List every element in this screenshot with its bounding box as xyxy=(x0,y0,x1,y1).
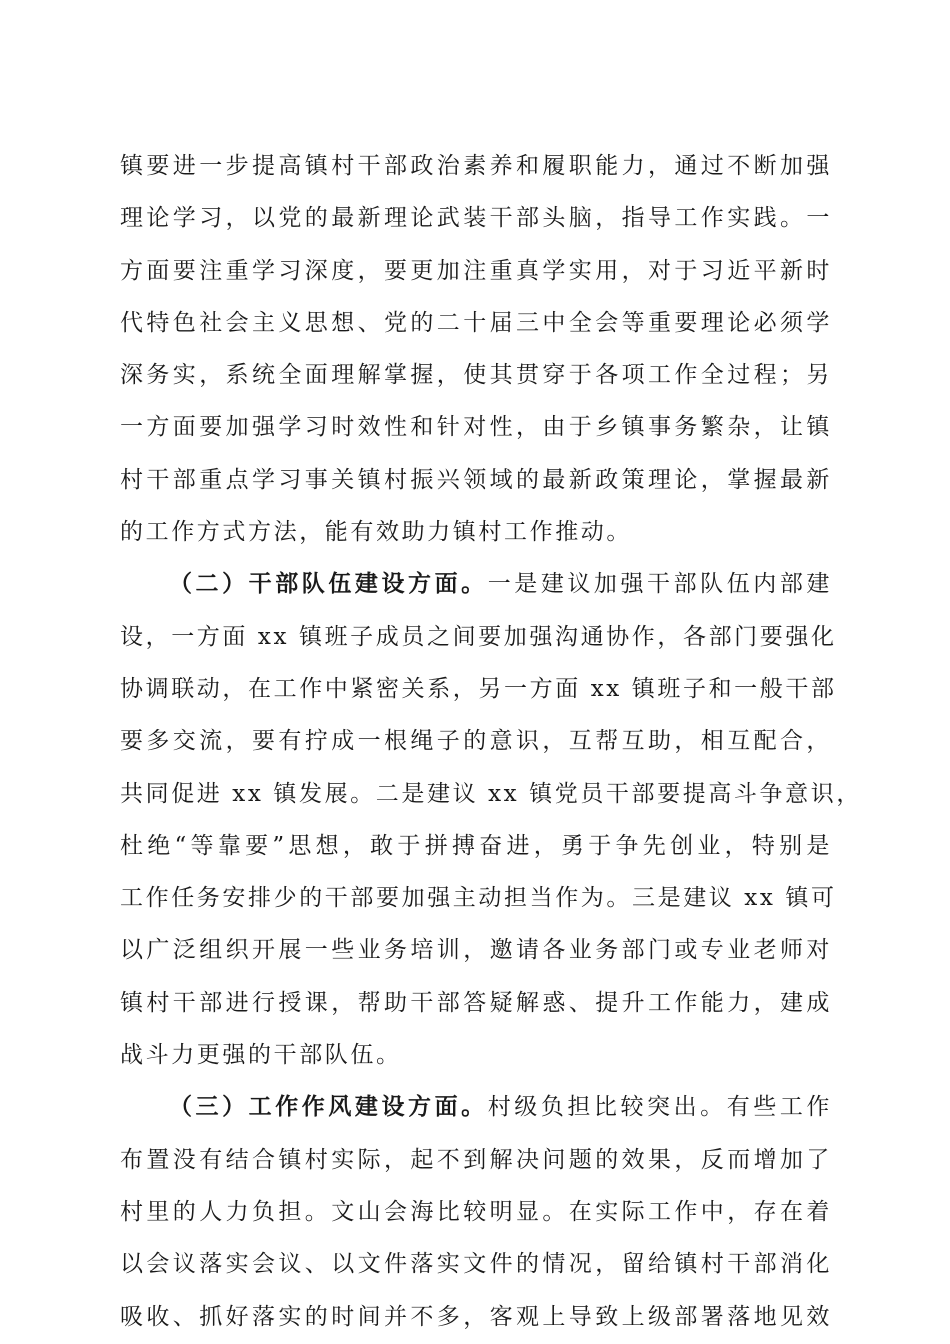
text-line: 一方面要加强学习时效性和针对性，由于乡镇事务繁杂，让镇 xyxy=(120,414,832,441)
text-line: 协调联动，在工作中紧密关系，另一方面 xx 镇班子和一般干部 xyxy=(120,675,837,702)
document-body xyxy=(120,140,862,1343)
paragraph-first-line xyxy=(120,558,832,610)
text-line: 战斗力更强的干部队伍。 xyxy=(120,1042,402,1069)
text-line: 代特色社会主义思想、党的二十届三中全会等重要理论必须学 xyxy=(120,309,832,336)
section-heading: （二）干部队伍建设方面。 xyxy=(169,570,488,598)
text-line: 杜绝“等靠要”思想，敢于拼搏奋进，勇于争先创业，特别是 xyxy=(120,832,832,859)
text-line: 工作任务安排少的干部要加强主动担当作为。三是建议 xx 镇可 xyxy=(120,885,837,912)
text-line: 方面要注重学习深度，要更加注重真学实用，对于习近平新时 xyxy=(120,257,832,284)
text-line: 理论学习，以党的最新理论武装干部头脑，指导工作实践。一 xyxy=(120,205,832,232)
paragraph-first-line xyxy=(120,1081,832,1133)
text-line: 的工作方式方法，能有效助力镇村工作推动。 xyxy=(120,519,632,546)
section-heading: （三）工作作风建设方面。 xyxy=(169,1093,488,1121)
text-line: 以会议落实会议、以文件落实文件的情况，留给镇村干部消化 xyxy=(120,1251,832,1278)
text-line: 以广泛组织开展一些业务培训，邀请各业务部门或专业老师对 xyxy=(120,937,832,964)
text-line: 要多交流，要有拧成一根绳子的意识，互帮互助，相互配合， xyxy=(120,728,832,755)
text-line: 吸收、抓好落实的时间并不多，客观上导致上级部署落地见效 xyxy=(120,1303,832,1330)
text-line: 设，一方面 xx 镇班子成员之间要加强沟通协作，各部门要强化 xyxy=(120,623,837,650)
text-span: 一是建议加强干部队伍内部建 xyxy=(487,571,832,598)
text-line: 村里的人力负担。文山会海比较明显。在实际工作中，存在着 xyxy=(120,1198,832,1225)
text-line: 布置没有结合镇村实际，起不到解决问题的效果，反而增加了 xyxy=(120,1146,832,1173)
text-line: 村干部重点学习事关镇村振兴领域的最新政策理论，掌握最新 xyxy=(120,466,832,493)
text-line: 深务实，系统全面理解掌握，使其贯穿于各项工作全过程；另 xyxy=(120,362,832,389)
text-span: 村级负担比较突出。有些工作 xyxy=(487,1094,832,1121)
text-line: 镇村干部进行授课，帮助干部答疑解惑、提升工作能力，建成 xyxy=(120,989,832,1016)
text-line: 共同促进 xx 镇发展。二是建议 xx 镇党员干部要提高斗争意识， xyxy=(120,780,862,807)
text-line: 镇要进一步提高镇村干部政治素养和履职能力，通过不断加强 xyxy=(120,153,832,179)
